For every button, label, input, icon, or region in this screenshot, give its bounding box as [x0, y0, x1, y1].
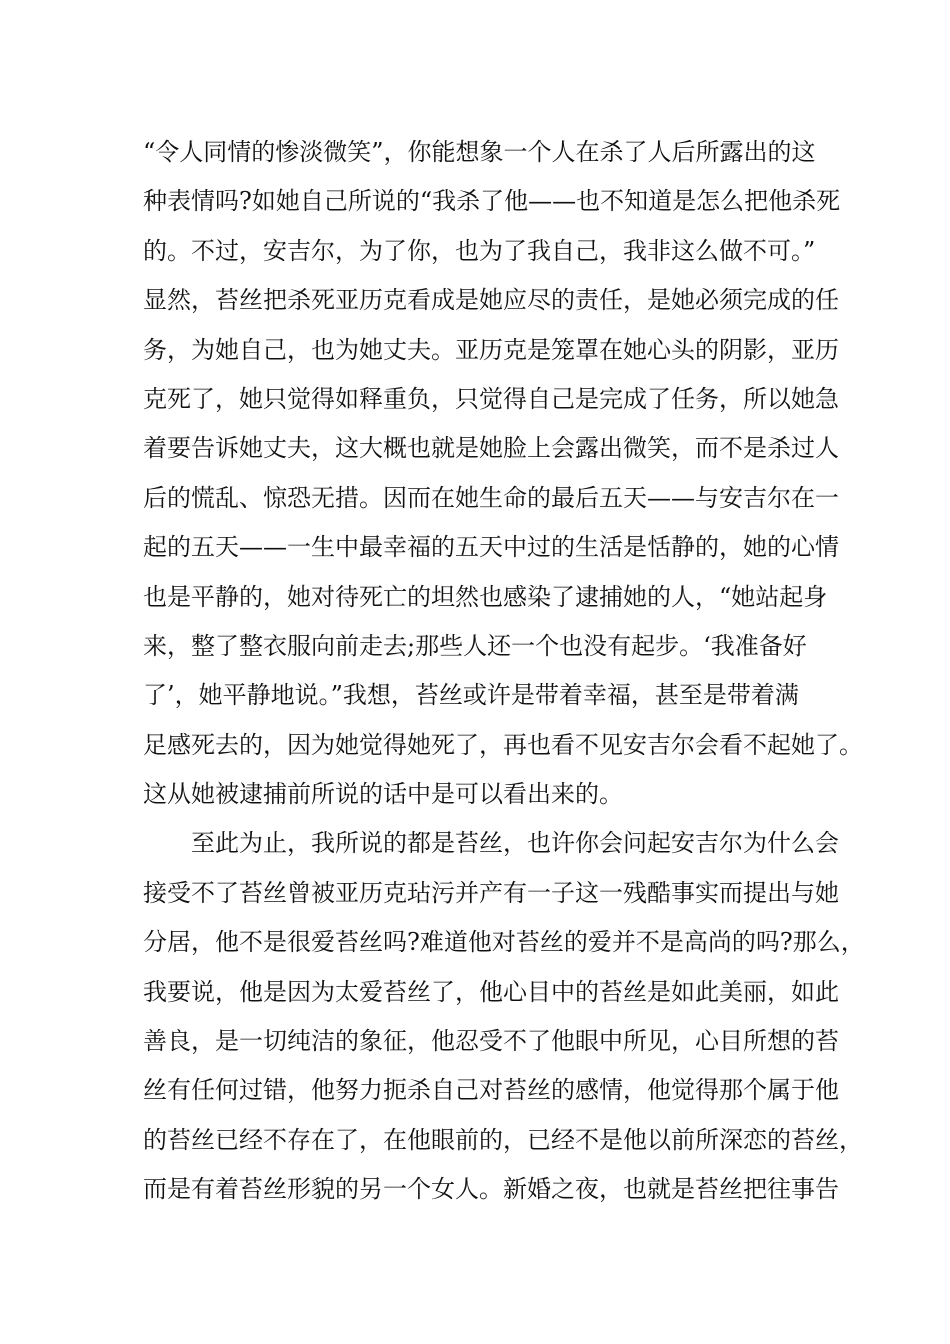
- text-line: 显然，苔丝把杀死亚历克看成是她应尽的责任，是她必须完成的任: [143, 286, 839, 315]
- text-line: 我要说，他是因为太爱苔丝了，他心目中的苔丝是如此美丽，如此: [143, 977, 839, 1006]
- text-line: 也是平静的，她对待死亡的坦然也感染了逮捕她的人，“她站起身: [143, 582, 828, 611]
- text-line: 着要告诉她丈夫，这大概也就是她脸上会露出微笑，而不是杀过人: [143, 434, 839, 463]
- text-line: 的苔丝已经不存在了，在他眼前的，已经不是他以前所深恋的苔丝，: [143, 1125, 863, 1154]
- text-line: “令人同情的惨淡微笑”，你能想象一个人在杀了人后所露出的这: [143, 138, 816, 166]
- text-line: 善良，是一切纯洁的象征，他忍受不了他眼中所见，心目所想的苔: [143, 1027, 839, 1056]
- text-line: 起的五天——一生中最幸福的五天中过的生活是恬静的，她的心情: [143, 533, 839, 562]
- text-line: 了’，她平静地说。”我想，苔丝或许是带着幸福，甚至是带着满: [143, 681, 799, 710]
- text-line: 后的慌乱、惊恐无措。因而在她生命的最后五天——与安吉尔在一: [143, 483, 839, 512]
- text-line: 的。不过，安吉尔，为了你，也为了我自己，我非这么做不可。”: [143, 236, 816, 265]
- text-line: 这从她被逮捕前所说的话中是可以看出来的。: [143, 780, 623, 809]
- text-line-indented: 至此为止，我所说的都是苔丝，也许你会问起安吉尔为什么会: [191, 829, 839, 858]
- text-line: 种表情吗?如她自己所说的“我杀了他——也不知道是怎么把他杀死: [143, 187, 841, 216]
- paragraph-2: [143, 819, 865, 1214]
- text-line: 分居，他不是很爱苔丝吗?难道他对苔丝的爱并不是高尚的吗?那么，: [143, 928, 865, 957]
- text-line: 务，为她自己，也为她丈夫。亚历克是笼罩在她心头的阴影，亚历: [143, 335, 839, 364]
- text-line: 来，整了整衣服向前走去;那些人还一个也没有起步。‘我准备好: [143, 631, 807, 660]
- paragraph-1: [143, 128, 863, 819]
- text-line: 接受不了苔丝曾被亚历克玷污并产有一子这一残酷事实而提出与她: [143, 878, 839, 907]
- text-line: 足感死去的，因为她觉得她死了，再也看不见安吉尔会看不起她了。: [143, 730, 863, 759]
- body-text: [143, 128, 865, 1215]
- text-line: 而是有着苔丝形貌的另一个女人。新婚之夜，也就是苔丝把往事告: [143, 1175, 839, 1204]
- text-line: 克死了，她只觉得如释重负，只觉得自己是完成了任务，所以她急: [143, 384, 839, 413]
- text-line: 丝有任何过错，他努力扼杀自己对苔丝的感情，他觉得那个属于他: [143, 1076, 839, 1105]
